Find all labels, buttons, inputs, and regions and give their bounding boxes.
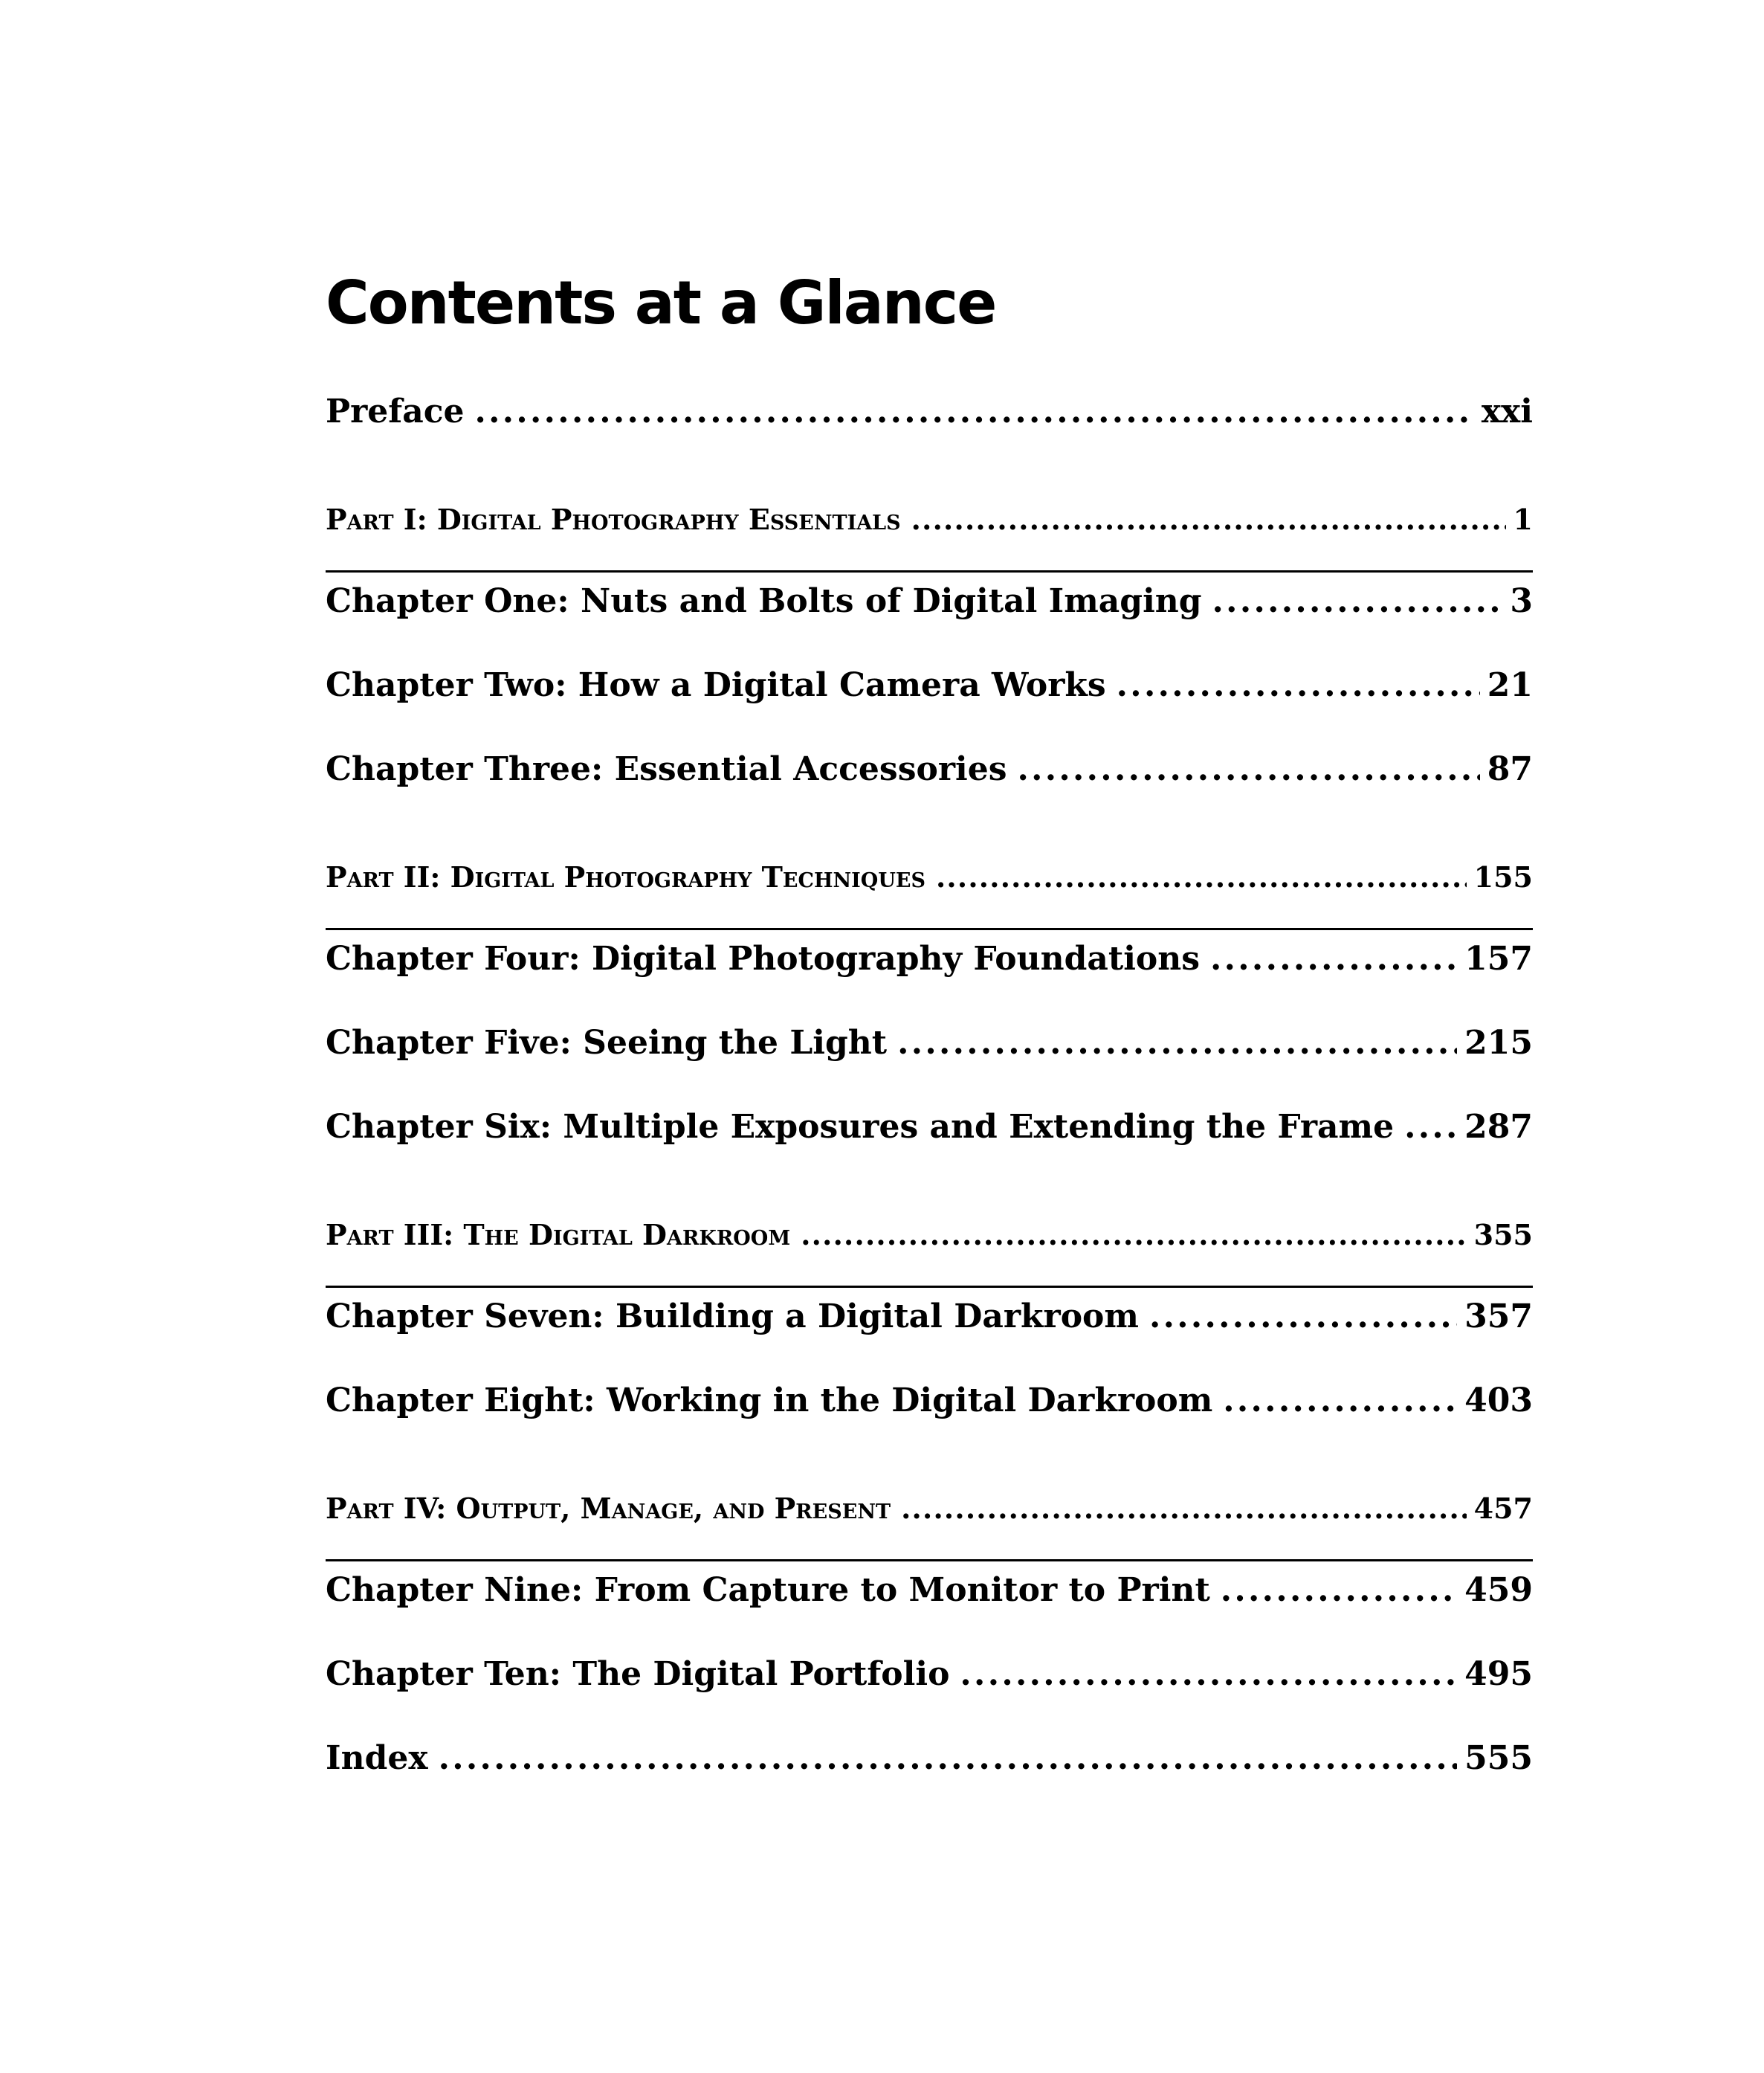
toc-entry-page: 21 — [1487, 666, 1533, 704]
part-rule — [326, 1286, 1533, 1288]
dot-leader — [1210, 937, 1457, 981]
part-divider — [326, 561, 1533, 570]
dot-leader — [1223, 1379, 1457, 1423]
part-rule — [326, 1559, 1533, 1561]
toc-entry-page: 3 — [1510, 582, 1533, 620]
part-divider — [326, 1550, 1533, 1559]
toc-list — [326, 381, 1533, 1811]
toc-part-page: 355 — [1473, 1218, 1533, 1251]
toc-entry-page: 87 — [1487, 750, 1533, 788]
toc-entry-preface[interactable] — [326, 381, 1533, 465]
toc-entry-page: 215 — [1464, 1024, 1533, 1062]
toc-entry-chapter-6[interactable] — [326, 1096, 1533, 1180]
toc-entry-title: Chapter Seven: Building a Digital Darkroom — [326, 1297, 1139, 1335]
dot-leader — [911, 497, 1506, 542]
toc-entry-chapter-9[interactable] — [326, 1559, 1533, 1643]
toc-entry-title: Chapter Two: How a Digital Camera Works — [326, 666, 1106, 704]
dot-leader — [801, 1213, 1466, 1257]
dot-leader — [936, 855, 1467, 900]
dot-leader — [897, 1021, 1457, 1065]
dot-leader — [960, 1652, 1457, 1697]
dot-leader — [474, 390, 1473, 434]
toc-entry-title: Chapter Four: Digital Photography Foundations — [326, 940, 1201, 978]
part-divider — [326, 1277, 1533, 1286]
toc-entry-chapter-1[interactable] — [326, 570, 1533, 654]
toc-part-2[interactable] — [326, 822, 1533, 919]
toc-entry-title: Preface — [326, 393, 465, 431]
toc-entry-title: Chapter Eight: Working in the Digital Darkroom — [326, 1382, 1213, 1419]
toc-entry-title: Chapter One: Nuts and Bolts of Digital Imaging — [326, 582, 1202, 620]
part-rule — [326, 570, 1533, 573]
toc-entry-chapter-7[interactable] — [326, 1286, 1533, 1370]
toc-entry-page: 357 — [1464, 1297, 1533, 1335]
dot-leader — [1117, 663, 1480, 708]
toc-entry-chapter-3[interactable] — [326, 738, 1533, 822]
toc-entry-page: 403 — [1464, 1382, 1533, 1419]
toc-part-page: 155 — [1473, 860, 1533, 894]
toc-entry-chapter-5[interactable] — [326, 1012, 1533, 1096]
toc-entry-title: Index — [326, 1739, 428, 1777]
dot-leader — [1017, 747, 1479, 792]
page-title: Contents at a Glance — [326, 268, 996, 338]
toc-entry-chapter-4[interactable] — [326, 928, 1533, 1012]
toc-part-title: Part III: The Digital Darkroom — [326, 1218, 791, 1251]
toc-entry-page: 459 — [1464, 1571, 1533, 1609]
toc-entry-index[interactable] — [326, 1727, 1533, 1811]
toc-entry-title: Chapter Three: Essential Accessories — [326, 750, 1007, 788]
contents-page — [326, 268, 1533, 1811]
dot-leader — [1404, 1105, 1457, 1150]
toc-part-page: 457 — [1473, 1492, 1533, 1525]
dot-leader — [439, 1736, 1458, 1781]
toc-entry-title: Chapter Five: Seeing the Light — [326, 1024, 888, 1062]
toc-entry-chapter-2[interactable] — [326, 654, 1533, 738]
toc-entry-title: Chapter Ten: The Digital Portfolio — [326, 1655, 950, 1693]
toc-part-3[interactable] — [326, 1180, 1533, 1277]
toc-part-title: Part I: Digital Photography Essentials — [326, 503, 901, 536]
toc-part-title: Part IV: Output, Manage, and Present — [326, 1492, 891, 1525]
toc-entry-page: xxi — [1481, 393, 1533, 431]
toc-entry-chapter-10[interactable] — [326, 1643, 1533, 1727]
toc-part-page: 1 — [1513, 503, 1533, 536]
toc-entry-page: 495 — [1464, 1655, 1533, 1693]
dot-leader — [1221, 1568, 1457, 1613]
toc-entry-title: Chapter Nine: From Capture to Monitor to Print — [326, 1571, 1210, 1609]
dot-leader — [901, 1486, 1467, 1531]
toc-part-title: Part II: Digital Photography Techniques — [326, 860, 925, 894]
part-rule — [326, 928, 1533, 930]
toc-entry-page: 287 — [1464, 1108, 1533, 1146]
toc-entry-title: Chapter Six: Multiple Exposures and Extending the Frame — [326, 1108, 1395, 1146]
part-divider — [326, 919, 1533, 928]
dot-leader — [1212, 579, 1503, 624]
toc-part-4[interactable] — [326, 1454, 1533, 1550]
toc-entry-page: 555 — [1464, 1739, 1533, 1777]
dot-leader — [1149, 1295, 1457, 1339]
toc-entry-page: 157 — [1464, 940, 1533, 978]
toc-entry-chapter-8[interactable] — [326, 1370, 1533, 1454]
toc-part-1[interactable] — [326, 465, 1533, 561]
